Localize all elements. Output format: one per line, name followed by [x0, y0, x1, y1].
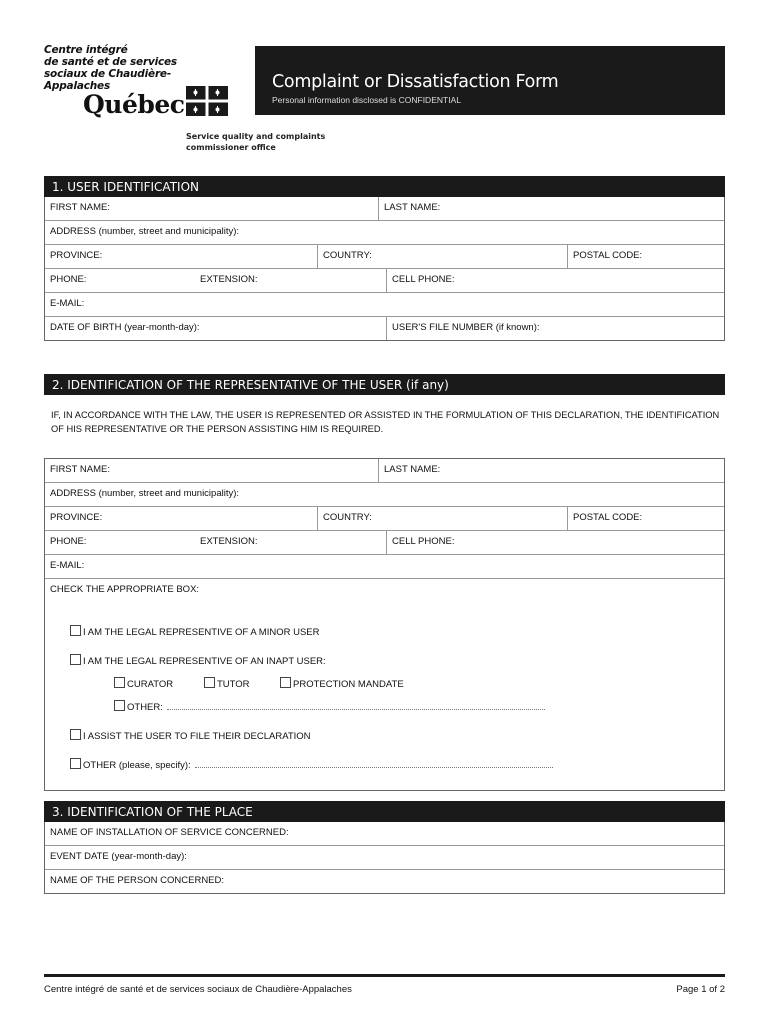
check-label: CHECK THE APPROPRIATE BOX:	[50, 584, 200, 595]
checkbox-protection-mandate[interactable]	[280, 677, 291, 688]
checkbox-assist[interactable]	[70, 729, 81, 740]
postal-code-field[interactable]: POSTAL CODE:	[567, 245, 724, 268]
notice-line-2: OF HIS REPRESENTATIVE OR THE PERSON ASSISTING HIM IS REQUIRED.	[51, 424, 384, 434]
form-row	[45, 530, 724, 554]
form-row	[45, 506, 724, 530]
option-protection-mandate[interactable]	[280, 674, 404, 696]
checkbox-curator[interactable]	[114, 677, 125, 688]
section-1-heading: 1. USER IDENTIFICATION	[44, 176, 725, 197]
rep-first-name-field[interactable]: FIRST NAME:	[50, 464, 110, 475]
form-row	[45, 268, 724, 292]
option-other-sub[interactable]	[114, 697, 545, 719]
option-other-sub-label: OTHER:	[127, 702, 163, 713]
office-line-1: Service quality and complaints	[186, 132, 326, 141]
quebec-wordmark: Québec	[83, 90, 185, 119]
org-line: sociaux de Chaudière-	[44, 68, 172, 80]
extension-field[interactable]: EXTENSION:	[200, 274, 258, 285]
section-place	[44, 801, 725, 894]
form-subtitle: Personal information disclosed is CONFIDENTIAL	[272, 95, 461, 105]
rep-phone-field[interactable]: PHONE:	[50, 536, 87, 547]
office-name	[186, 131, 325, 153]
date-of-birth-field[interactable]: DATE OF BIRTH (year-month-day):	[50, 322, 200, 333]
phone-field[interactable]: PHONE:	[50, 274, 87, 285]
rep-province-field[interactable]: PROVINCE:	[50, 512, 103, 523]
section-2-fields	[44, 458, 725, 791]
rep-email-field[interactable]: E-MAIL:	[50, 560, 85, 571]
file-number-field[interactable]: USER'S FILE NUMBER (if known):	[386, 317, 724, 340]
option-curator-label: CURATOR	[127, 679, 174, 690]
section-user-identification	[44, 176, 725, 341]
form-row	[45, 554, 724, 578]
address-field[interactable]: ADDRESS (number, street and municipality):	[50, 226, 240, 237]
other-specify-line[interactable]	[195, 759, 553, 768]
last-name-field[interactable]: LAST NAME:	[378, 197, 724, 220]
section-representative	[44, 374, 725, 791]
option-inapt[interactable]	[70, 651, 326, 673]
org-line: Appalaches	[44, 80, 110, 92]
option-other[interactable]	[70, 755, 553, 777]
form-row	[45, 822, 724, 845]
option-minor[interactable]	[70, 622, 320, 644]
form-row	[45, 316, 724, 340]
cell-phone-field[interactable]: CELL PHONE:	[386, 269, 724, 292]
form-row	[45, 197, 724, 220]
org-line: Centre intégré	[44, 44, 128, 56]
rep-last-name-field[interactable]: LAST NAME:	[378, 459, 724, 482]
rep-country-field[interactable]: COUNTRY:	[317, 507, 567, 530]
checkbox-minor[interactable]	[70, 625, 81, 636]
form-row	[45, 292, 724, 316]
installation-field[interactable]: NAME OF INSTALLATION OF SERVICE CONCERNED:	[50, 827, 289, 838]
rep-cell-phone-field[interactable]: CELL PHONE:	[386, 531, 724, 554]
checkbox-other[interactable]	[70, 758, 81, 769]
option-minor-label: I AM THE LEGAL REPRESENTIVE OF A MINOR USER	[83, 627, 320, 638]
country-field[interactable]: COUNTRY:	[317, 245, 567, 268]
notice-line-1: IF, IN ACCORDANCE WITH THE LAW, THE USER IS REPRESENTED OR ASSISTED IN THE FORMULATION OF THIS DECLARATION, THE IDENTIFICATION	[51, 410, 720, 420]
section-3-heading: 3. IDENTIFICATION OF THE PLACE	[44, 801, 725, 822]
form-row	[45, 845, 724, 869]
option-inapt-label: I AM THE LEGAL REPRESENTIVE OF AN INAPT USER:	[83, 656, 326, 667]
checkbox-inapt[interactable]	[70, 654, 81, 665]
event-date-field[interactable]: EVENT DATE (year-month-day):	[50, 851, 187, 862]
other-sub-line[interactable]	[167, 701, 545, 710]
email-field[interactable]: E-MAIL:	[50, 298, 85, 309]
option-tutor[interactable]	[204, 674, 250, 696]
form-row	[45, 482, 724, 506]
form-row	[45, 869, 724, 893]
footer-organization: Centre intégré de santé et de services sociaux de Chaudière-Appalaches	[44, 984, 352, 995]
rep-address-field[interactable]: ADDRESS (number, street and municipality):	[50, 488, 240, 499]
checkbox-tutor[interactable]	[204, 677, 215, 688]
quebec-flag-icon	[186, 86, 228, 116]
representative-notice	[44, 395, 725, 458]
checkbox-other-sub[interactable]	[114, 700, 125, 711]
option-assist-label: I ASSIST THE USER TO FILE THEIR DECLARATION	[83, 731, 311, 742]
form-title-banner	[255, 46, 725, 115]
person-concerned-field[interactable]: NAME OF THE PERSON CONCERNED:	[50, 875, 225, 886]
form-row	[45, 244, 724, 268]
option-mandate-label: PROTECTION MANDATE	[293, 679, 404, 690]
org-line: de santé et de services	[44, 56, 177, 68]
office-line-2: commissioner office	[186, 143, 276, 152]
section-1-fields	[44, 197, 725, 341]
section-3-fields	[44, 822, 725, 894]
organization-name	[44, 44, 177, 92]
rep-postal-code-field[interactable]: POSTAL CODE:	[567, 507, 724, 530]
province-field[interactable]: PROVINCE:	[50, 250, 103, 261]
option-other-label: OTHER (please, specify):	[83, 760, 191, 771]
rep-extension-field[interactable]: EXTENSION:	[200, 536, 258, 547]
form-title: Complaint or Dissatisfaction Form	[272, 72, 559, 92]
option-assist[interactable]	[70, 726, 311, 748]
form-row	[45, 459, 724, 482]
first-name-field[interactable]: FIRST NAME:	[50, 202, 110, 213]
section-2-heading: 2. IDENTIFICATION OF THE REPRESENTATIVE OF THE USER (if any)	[44, 374, 725, 395]
footer-rule	[44, 974, 725, 977]
page-number: Page 1 of 2	[676, 984, 725, 995]
checkbox-area	[45, 578, 724, 790]
form-row	[45, 220, 724, 244]
option-curator[interactable]	[114, 674, 173, 696]
option-tutor-label: TUTOR	[217, 679, 250, 690]
